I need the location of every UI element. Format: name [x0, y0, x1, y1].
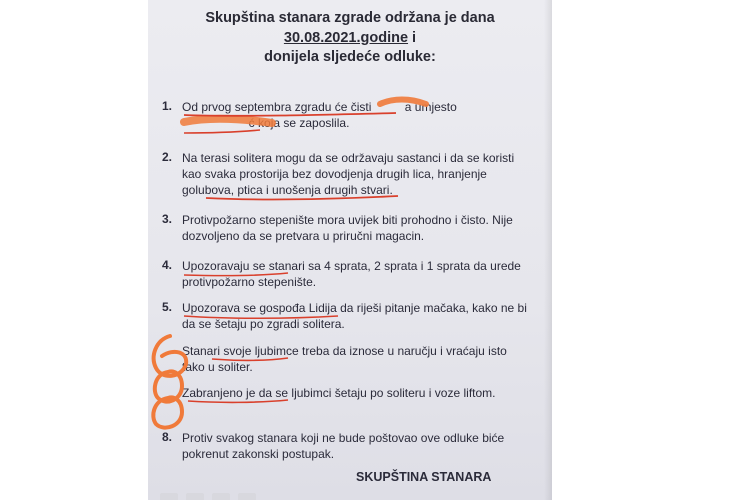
date-suffix: i: [408, 30, 417, 46]
notice-heading-date-line: [148, 28, 552, 48]
decision-item-3: Protivpožarno stepenište mora uvijek biti prohodno i čisto. Nije dozvoljeno da se pretvara u priručni magacin.: [182, 213, 513, 243]
notice-paper: [148, 0, 552, 500]
blurred-footer: [160, 488, 264, 500]
notice-heading-line1: Skupština stanara zgrade održana je dana: [205, 10, 495, 26]
item-number: 5.: [161, 300, 172, 314]
signature: SKUPŠTINA STANARA: [356, 470, 492, 484]
decision-item-7: Zabranjeno je da se ljubimci šetaju po soliteru i voze liftom.: [182, 386, 496, 400]
decision-item-8: Protiv svakog stanara koji ne bude poštovao ove odluke biće pokrenut zakonski postupak.: [182, 431, 505, 461]
notice-heading-line3: donijela sljedeće odluke:: [264, 49, 436, 65]
decision-item-5: Upozorava se gospođa Lidija da riješi pitanje mačaka, kako ne bi da se šetaju po zgradi solitera.: [182, 301, 527, 331]
item-number: 1.: [161, 99, 172, 113]
item-number: 2.: [161, 150, 172, 164]
handwritten-marks: [148, 0, 552, 500]
handwritten-zero: [153, 398, 182, 428]
handwritten-zero: [155, 372, 182, 402]
item-number: 3.: [161, 212, 172, 226]
decision-item-4: Upozoravaju se stanari sa 4 sprata, 2 sprata i 1 sprata da urede protivpožarno stepenište.: [182, 259, 521, 289]
item-number: 4.: [161, 258, 172, 272]
meeting-date: 30.08.2021.godine: [283, 30, 409, 46]
decision-item-2: Na terasi solitera mogu da se održavaju sastanci i da se koristi kao svaka prostorija bez dovodjenja drugih lica, hranjenje golubova, ptica i unošenja drugih stvari.: [182, 151, 515, 197]
item-number: 8.: [161, 430, 172, 444]
decision-item-6: Stanari svoje ljubimce treba da iznose u naručju i vraćaju isto tako u soliter.: [182, 344, 507, 374]
decision-item-1: Od prvog septembra zgradu će čisti a umjesto ć koja se zaposlila.: [182, 100, 457, 130]
